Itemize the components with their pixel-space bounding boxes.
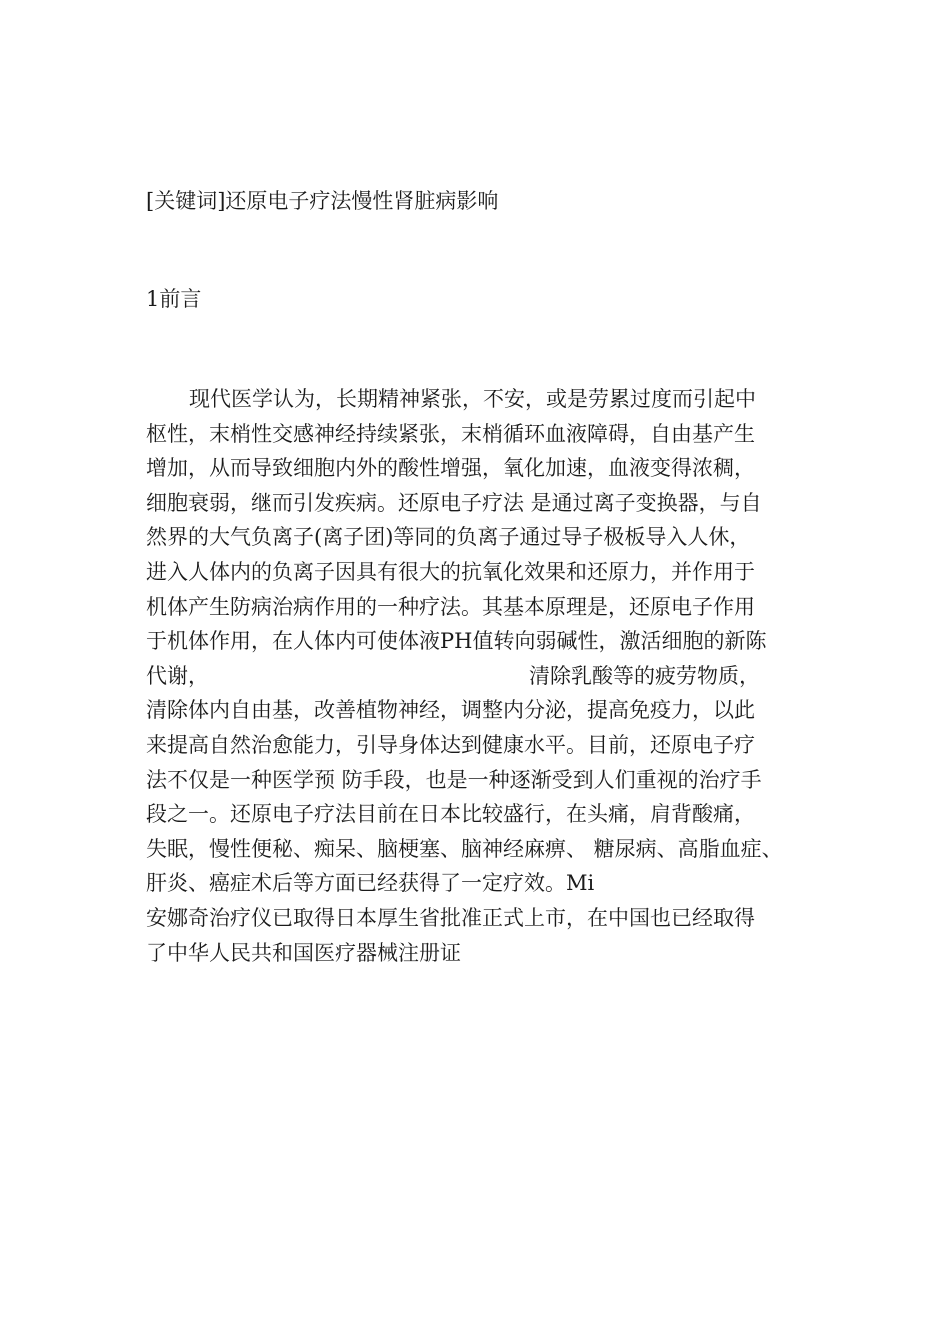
keywords-line: [关键词]还原电子疗法慢性肾脏病影响: [146, 189, 499, 213]
body-line: 了中华人民共和国医疗器械注册证: [146, 940, 461, 965]
body-line: 清除体内自由基，改善植物神经，调整内分泌，提高免疫力，以此: [146, 698, 755, 723]
body-line: 细胞衰弱，继而引发疾病。还原电子疗法 是通过离子变换器，与自: [146, 490, 762, 515]
body-line: 失眠，慢性便秘、痴呆、脑梗塞、脑神经麻痹、 糖尿病、高脂血症、: [146, 836, 783, 861]
body-line: 安娜奇治疗仪已取得日本厚生省批准正式上市，在中国也已经取得: [146, 905, 755, 930]
body-line: 进入人体内的负离子因具有很大的抗氧化效果和还原力，并作用于: [146, 559, 755, 584]
body-line: 肝炎、癌症术后等方面已经获得了一定疗效。Mi: [146, 871, 595, 896]
body-line-split: [146, 659, 826, 694]
body-line: 法不仅是一种医学预 防手段，也是一种逐渐受到人们重视的治疗手: [146, 767, 762, 792]
body-line: 段之一。还原电子疗法目前在日本比较盛行，在头痛，肩背酸痛，: [146, 802, 755, 827]
body-line: 然界的大气负离子(离子团)等同的负离子通过导子极板导入人休，: [146, 525, 751, 550]
section-heading: 1前言: [146, 287, 202, 311]
body-paragraph: [146, 382, 826, 970]
body-line: 机体产生防病治病作用的一种疗法。其基本原理是，还原电子作用: [146, 594, 755, 619]
body-line-fragment: 代谢，: [146, 663, 209, 688]
body-line: 现代医学认为，长期精神紧张，不安，或是劳累过度而引起中: [189, 387, 756, 411]
body-line: 于机体作用，在人体内可使体液PH值转向弱碱性，激活细胞的新陈: [146, 629, 767, 654]
body-line: 来提高自然治愈能力，引导身体达到健康水平。目前，还原电子疗: [146, 732, 755, 757]
body-line: 增加，从而导致细胞内外的酸性增强，氧化加速，血液变得浓稠，: [146, 456, 755, 481]
body-line: 枢性，末梢性交感神经持续紧张，末梢循环血液障碍，自由基产生: [146, 421, 755, 446]
body-line-fragment: 清除乳酸等的疲劳物质，: [529, 663, 760, 688]
